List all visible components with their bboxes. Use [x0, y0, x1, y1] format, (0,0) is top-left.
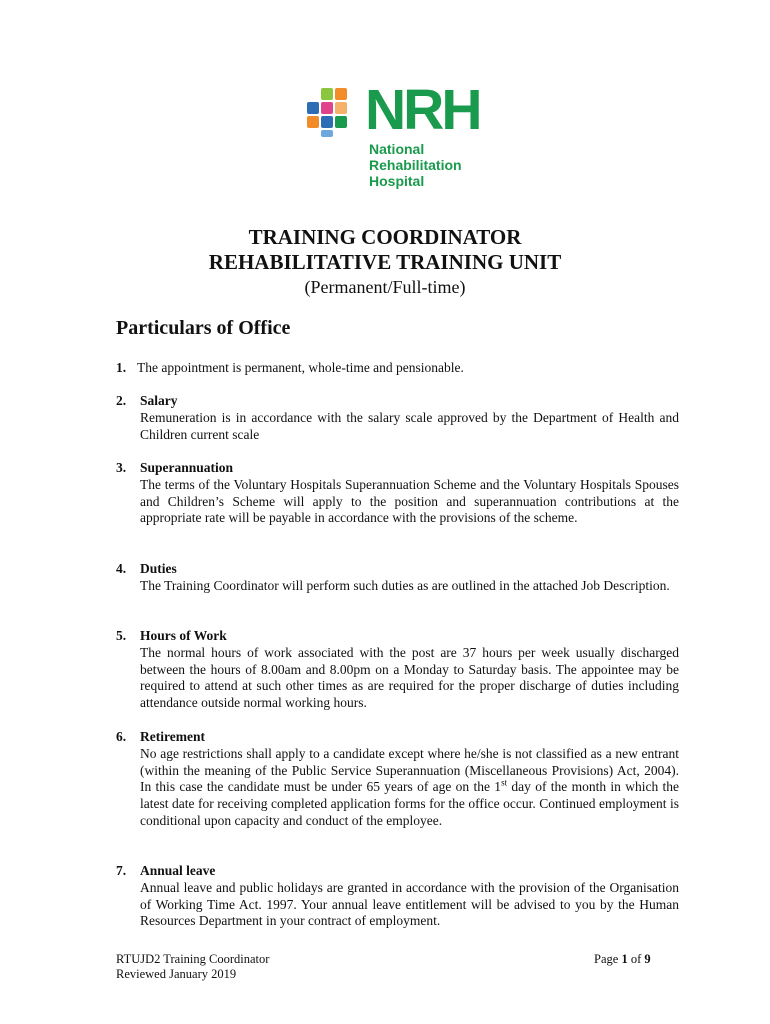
logo-line-hospital: Hospital: [369, 173, 425, 189]
ordinal-suffix: st: [501, 777, 508, 788]
item-body: The Training Coordinator will perform such duties as are outlined in the attached Job Description.: [140, 577, 670, 593]
item-body-part-2: day of the month in which the latest date for receiving completed application forms for the office occur. Continued employment is conditional upon capacity and conduct of the employee.: [140, 779, 680, 828]
page-current: 1: [621, 952, 628, 966]
item-heading: Annual leave: [140, 863, 216, 878]
item-heading: Salary: [140, 393, 178, 408]
logo-line-rehabilitation: Rehabilitation: [369, 157, 462, 173]
logo-line-national: National: [369, 141, 425, 157]
document-subtitle: (Permanent/Full-time): [304, 277, 466, 297]
logo-letters: NRH: [365, 78, 480, 142]
document-title-line-1: TRAINING COORDINATOR: [248, 225, 522, 249]
item-body: The terms of the Voluntary Hospitals Superannuation Scheme and the Voluntary Hospitals Spouses and Children’s Scheme will apply to the position and superannuation contributions at the appropriate rate will be payable in accordance with the provisions of the scheme.: [140, 476, 679, 526]
nrh-logo: [305, 78, 495, 189]
item-body: Remuneration is in accordance with the salary scale approved by the Department of Health and Children current scale: [140, 409, 679, 442]
item-text: The appointment is permanent, whole-time and pensionable.: [137, 360, 464, 375]
item-number: 7.: [116, 863, 127, 878]
item-heading: Retirement: [140, 729, 205, 744]
nrh-logo-mark-icon: [305, 86, 357, 138]
item-heading: Duties: [140, 561, 177, 576]
page-label: Page: [594, 952, 619, 966]
document-title-line-2: REHABILITATIVE TRAINING UNIT: [208, 250, 562, 274]
footer-review-date: Reviewed January 2019: [116, 967, 237, 981]
item-heading: Hours of Work: [140, 628, 227, 643]
item-number: 3.: [116, 460, 127, 475]
section-heading: Particulars of Office: [116, 317, 291, 339]
item-number: 1.: [116, 360, 127, 375]
item-number: 6.: [116, 729, 127, 744]
item-number: 2.: [116, 393, 127, 408]
item-body-part-1: No age restrictions shall apply to a candidate except where he/she is not classified as a new entrant (within the meaning of the Public Service Superannuation (Miscellaneous Provisions) Act, 2004). In this case the candidate must be under 65 years of age on the 1: [140, 745, 679, 795]
footer-document-reference: RTUJD2 Training Coordinator: [116, 952, 270, 966]
logo-subtitle: [369, 141, 462, 189]
item-body: Annual leave and public holidays are granted in accordance with the provision of the Organisation of Working Time Act. 1997. Your annual leave entitlement will be advised to you by the Human Resources Department in your contract of employment.: [140, 879, 679, 929]
page-total: 9: [644, 952, 651, 966]
item-number: 5.: [116, 628, 127, 643]
item-number: 4.: [116, 561, 127, 576]
footer-page-number: [594, 952, 651, 967]
item-body: [140, 746, 679, 830]
item-heading: Superannuation: [140, 460, 234, 475]
item-body: The normal hours of work associated with the post are 37 hours per week usually discharged between the hours of 8.00am and 8.00pm on a Monday to Saturday basis. The appointee may be required to attend at such other times as are required for the proper discharge of duties including attendance outside normal working hours.: [140, 644, 679, 711]
page-of-label: of: [630, 952, 642, 966]
footer-document-info: [116, 952, 269, 982]
